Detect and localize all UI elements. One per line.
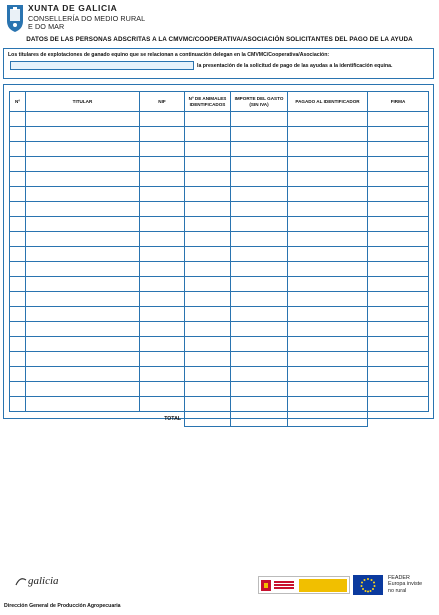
table-cell[interactable] <box>10 292 26 307</box>
table-cell[interactable] <box>26 112 140 127</box>
table-cell[interactable] <box>185 307 231 322</box>
table-cell[interactable] <box>10 277 26 292</box>
table-cell[interactable] <box>368 262 429 277</box>
table-cell[interactable] <box>185 232 231 247</box>
table-cell[interactable] <box>288 247 368 262</box>
table-row <box>10 262 429 277</box>
table-cell[interactable] <box>10 262 26 277</box>
delegation-text: Los titulares de explotaciones de ganado equino que se relacionan a continuación delegan en la CMVMC/Cooperativa/Asociación: <box>8 52 330 58</box>
table-cell[interactable] <box>26 187 140 202</box>
table-cell[interactable] <box>368 172 429 187</box>
table-cell[interactable] <box>185 352 231 367</box>
table-cell[interactable] <box>10 127 26 142</box>
table-cell[interactable] <box>26 382 140 397</box>
table-cell[interactable] <box>10 307 26 322</box>
table-row <box>10 397 429 412</box>
table-cell[interactable] <box>140 337 185 352</box>
table-header-row <box>10 92 429 112</box>
table-cell[interactable] <box>288 232 368 247</box>
table-cell[interactable] <box>368 142 429 157</box>
table-cell[interactable] <box>288 217 368 232</box>
table-cell[interactable] <box>231 307 288 322</box>
table-cell[interactable] <box>368 292 429 307</box>
table-cell[interactable] <box>10 112 26 127</box>
table-cell[interactable] <box>10 397 26 412</box>
table-cell[interactable] <box>185 262 231 277</box>
table-cell[interactable] <box>368 217 429 232</box>
table-cell[interactable] <box>185 337 231 352</box>
table-cell[interactable] <box>26 217 140 232</box>
table-cell[interactable] <box>140 292 185 307</box>
table-cell[interactable] <box>140 217 185 232</box>
table-cell[interactable] <box>140 187 185 202</box>
table-cell[interactable] <box>140 202 185 217</box>
table-row <box>10 217 429 232</box>
table-cell[interactable] <box>26 142 140 157</box>
total-row <box>10 412 429 427</box>
table-cell[interactable] <box>368 157 429 172</box>
table-cell[interactable] <box>140 172 185 187</box>
table-row <box>10 142 429 157</box>
table-cell[interactable] <box>185 367 231 382</box>
table-cell[interactable] <box>231 142 288 157</box>
table-cell[interactable] <box>368 397 429 412</box>
form-title: DATOS DE LAS PERSONAS ADSCRITAS A LA CMVMC/COOPERATIVA/ASOCIACIÓN SOLICITANTES DEL PAGO DE LA AYUDA <box>26 36 413 43</box>
table-cell[interactable] <box>140 277 185 292</box>
table-cell[interactable] <box>26 337 140 352</box>
table-row <box>10 202 429 217</box>
eu-flag-icon <box>353 575 383 595</box>
table-cell[interactable] <box>368 322 429 337</box>
galicia-logo-text: galicia <box>28 575 59 587</box>
table-cell[interactable] <box>231 247 288 262</box>
table-cell[interactable] <box>10 367 26 382</box>
table-cell[interactable] <box>185 247 231 262</box>
table-cell[interactable] <box>140 352 185 367</box>
col-header-signature: FIRMA <box>368 92 429 112</box>
table-cell[interactable] <box>140 112 185 127</box>
table-cell[interactable] <box>26 247 140 262</box>
table-cell[interactable] <box>231 337 288 352</box>
table-cell[interactable] <box>288 112 368 127</box>
table-cell[interactable] <box>288 202 368 217</box>
table-cell[interactable] <box>368 307 429 322</box>
total-paid-field[interactable] <box>288 412 368 427</box>
table-cell[interactable] <box>231 277 288 292</box>
table-cell[interactable] <box>231 322 288 337</box>
table-row <box>10 247 429 262</box>
table-cell[interactable] <box>368 352 429 367</box>
galicia-logo <box>14 570 74 590</box>
table-cell[interactable] <box>10 232 26 247</box>
table-cell[interactable] <box>185 397 231 412</box>
directorate-name: Dirección General de Producción Agropecuaria <box>4 603 121 609</box>
table-cell[interactable] <box>288 157 368 172</box>
table-cell[interactable] <box>140 262 185 277</box>
table-cell[interactable] <box>231 172 288 187</box>
total-animals-field[interactable] <box>185 412 231 427</box>
feader-line1: FEADER <box>388 575 410 581</box>
table-cell[interactable] <box>185 157 231 172</box>
table-cell[interactable] <box>185 292 231 307</box>
table-cell[interactable] <box>288 337 368 352</box>
col-header-nif: NIF <box>140 92 185 112</box>
table-cell[interactable] <box>288 367 368 382</box>
table-cell[interactable] <box>10 352 26 367</box>
table-cell[interactable] <box>231 232 288 247</box>
table-cell[interactable] <box>288 322 368 337</box>
table-cell[interactable] <box>140 397 185 412</box>
table-cell[interactable] <box>185 382 231 397</box>
table-cell[interactable] <box>185 217 231 232</box>
table-row <box>10 352 429 367</box>
table-cell[interactable] <box>368 202 429 217</box>
total-amount-field[interactable] <box>231 412 288 427</box>
table-cell[interactable] <box>368 247 429 262</box>
table-cell[interactable] <box>26 397 140 412</box>
delegation-purpose-text: la presentación de la solicitud de pago de las ayudas a la identificación equina. <box>197 63 393 69</box>
table-row <box>10 112 429 127</box>
table-cell[interactable] <box>288 307 368 322</box>
ministry-name-line1: CONSELLERÍA DO MEDIO RURAL <box>28 14 146 23</box>
table-row <box>10 307 429 322</box>
table-cell[interactable] <box>231 217 288 232</box>
table-cell[interactable] <box>26 292 140 307</box>
feader-text <box>388 575 422 594</box>
col-header-number: Nº <box>10 92 26 112</box>
ministry-emblem-icon <box>274 581 294 590</box>
table-cell[interactable] <box>288 262 368 277</box>
table-cell[interactable] <box>26 232 140 247</box>
table-cell[interactable] <box>288 277 368 292</box>
table-cell[interactable] <box>185 322 231 337</box>
ministry-band-icon <box>299 579 347 592</box>
table-cell[interactable] <box>231 127 288 142</box>
table-cell[interactable] <box>185 112 231 127</box>
table-row <box>10 127 429 142</box>
table-cell[interactable] <box>10 157 26 172</box>
xunta-shield-logo <box>4 3 26 33</box>
table-cell[interactable] <box>185 127 231 142</box>
table-row <box>10 292 429 307</box>
spain-arms-icon <box>264 583 268 588</box>
col-header-paid: PAGADO AL IDENTIFICADOR <box>288 92 368 112</box>
total-empty-cell <box>368 412 429 427</box>
table-cell[interactable] <box>288 352 368 367</box>
table-cell[interactable] <box>231 157 288 172</box>
table-cell[interactable] <box>185 172 231 187</box>
table-cell[interactable] <box>368 277 429 292</box>
table-cell[interactable] <box>26 172 140 187</box>
table-cell[interactable] <box>185 277 231 292</box>
holders-table <box>9 91 429 427</box>
table-cell[interactable] <box>288 172 368 187</box>
table-cell[interactable] <box>231 382 288 397</box>
table-cell[interactable] <box>368 337 429 352</box>
spain-ministry-logos <box>258 576 350 594</box>
table-cell[interactable] <box>140 157 185 172</box>
table-cell[interactable] <box>368 112 429 127</box>
table-row <box>10 232 429 247</box>
table-cell[interactable] <box>185 142 231 157</box>
table-row <box>10 382 429 397</box>
table-cell[interactable] <box>288 382 368 397</box>
table-cell[interactable] <box>231 112 288 127</box>
table-cell[interactable] <box>231 262 288 277</box>
table-cell[interactable] <box>288 142 368 157</box>
table-cell[interactable] <box>231 367 288 382</box>
table-cell[interactable] <box>26 277 140 292</box>
table-cell[interactable] <box>140 127 185 142</box>
table-cell[interactable] <box>368 367 429 382</box>
table-cell[interactable] <box>231 352 288 367</box>
org-name: XUNTA DE GALICIA <box>28 3 118 13</box>
ministry-name-line2: E DO MAR <box>28 22 65 31</box>
table-cell[interactable] <box>140 307 185 322</box>
table-cell[interactable] <box>231 292 288 307</box>
table-cell[interactable] <box>140 247 185 262</box>
table-cell[interactable] <box>185 187 231 202</box>
table-cell[interactable] <box>10 382 26 397</box>
table-cell[interactable] <box>26 262 140 277</box>
table-cell[interactable] <box>10 187 26 202</box>
table-cell[interactable] <box>26 367 140 382</box>
table-cell[interactable] <box>288 292 368 307</box>
table-cell[interactable] <box>231 397 288 412</box>
table-cell[interactable] <box>10 217 26 232</box>
table-cell[interactable] <box>140 367 185 382</box>
table-cell[interactable] <box>26 157 140 172</box>
table-cell[interactable] <box>26 307 140 322</box>
table-cell[interactable] <box>10 142 26 157</box>
table-row <box>10 277 429 292</box>
table-cell[interactable] <box>26 127 140 142</box>
table-cell[interactable] <box>140 382 185 397</box>
col-header-holder: TITULAR <box>26 92 140 112</box>
table-cell[interactable] <box>10 247 26 262</box>
table-row <box>10 322 429 337</box>
table-cell[interactable] <box>10 322 26 337</box>
table-cell[interactable] <box>140 322 185 337</box>
table-row <box>10 337 429 352</box>
feader-line2: Europa inviste <box>388 581 423 588</box>
table-cell[interactable] <box>231 187 288 202</box>
table-row <box>10 367 429 382</box>
table-cell[interactable] <box>10 337 26 352</box>
table-row <box>10 172 429 187</box>
table-cell[interactable] <box>288 187 368 202</box>
table-cell[interactable] <box>26 202 140 217</box>
feader-line3: no rural <box>388 587 407 594</box>
table-cell[interactable] <box>185 202 231 217</box>
table-cell[interactable] <box>368 187 429 202</box>
table-cell[interactable] <box>231 202 288 217</box>
table-cell[interactable] <box>26 322 140 337</box>
table-cell[interactable] <box>140 232 185 247</box>
table-cell[interactable] <box>10 202 26 217</box>
table-cell[interactable] <box>368 382 429 397</box>
table-cell[interactable] <box>26 352 140 367</box>
col-header-animals: Nº DE ANIMALES IDENTIFICADOS <box>185 92 231 112</box>
table-row <box>10 187 429 202</box>
table-cell[interactable] <box>368 127 429 142</box>
table-cell[interactable] <box>288 397 368 412</box>
entity-name-field[interactable] <box>10 61 194 70</box>
table-cell[interactable] <box>368 232 429 247</box>
table-cell[interactable] <box>288 127 368 142</box>
table-cell[interactable] <box>10 172 26 187</box>
total-label: TOTAL <box>164 416 181 423</box>
table-row <box>10 157 429 172</box>
table-cell[interactable] <box>140 142 185 157</box>
col-header-amount: IMPORTE DEL GASTO (SIN IVA) <box>231 92 288 112</box>
